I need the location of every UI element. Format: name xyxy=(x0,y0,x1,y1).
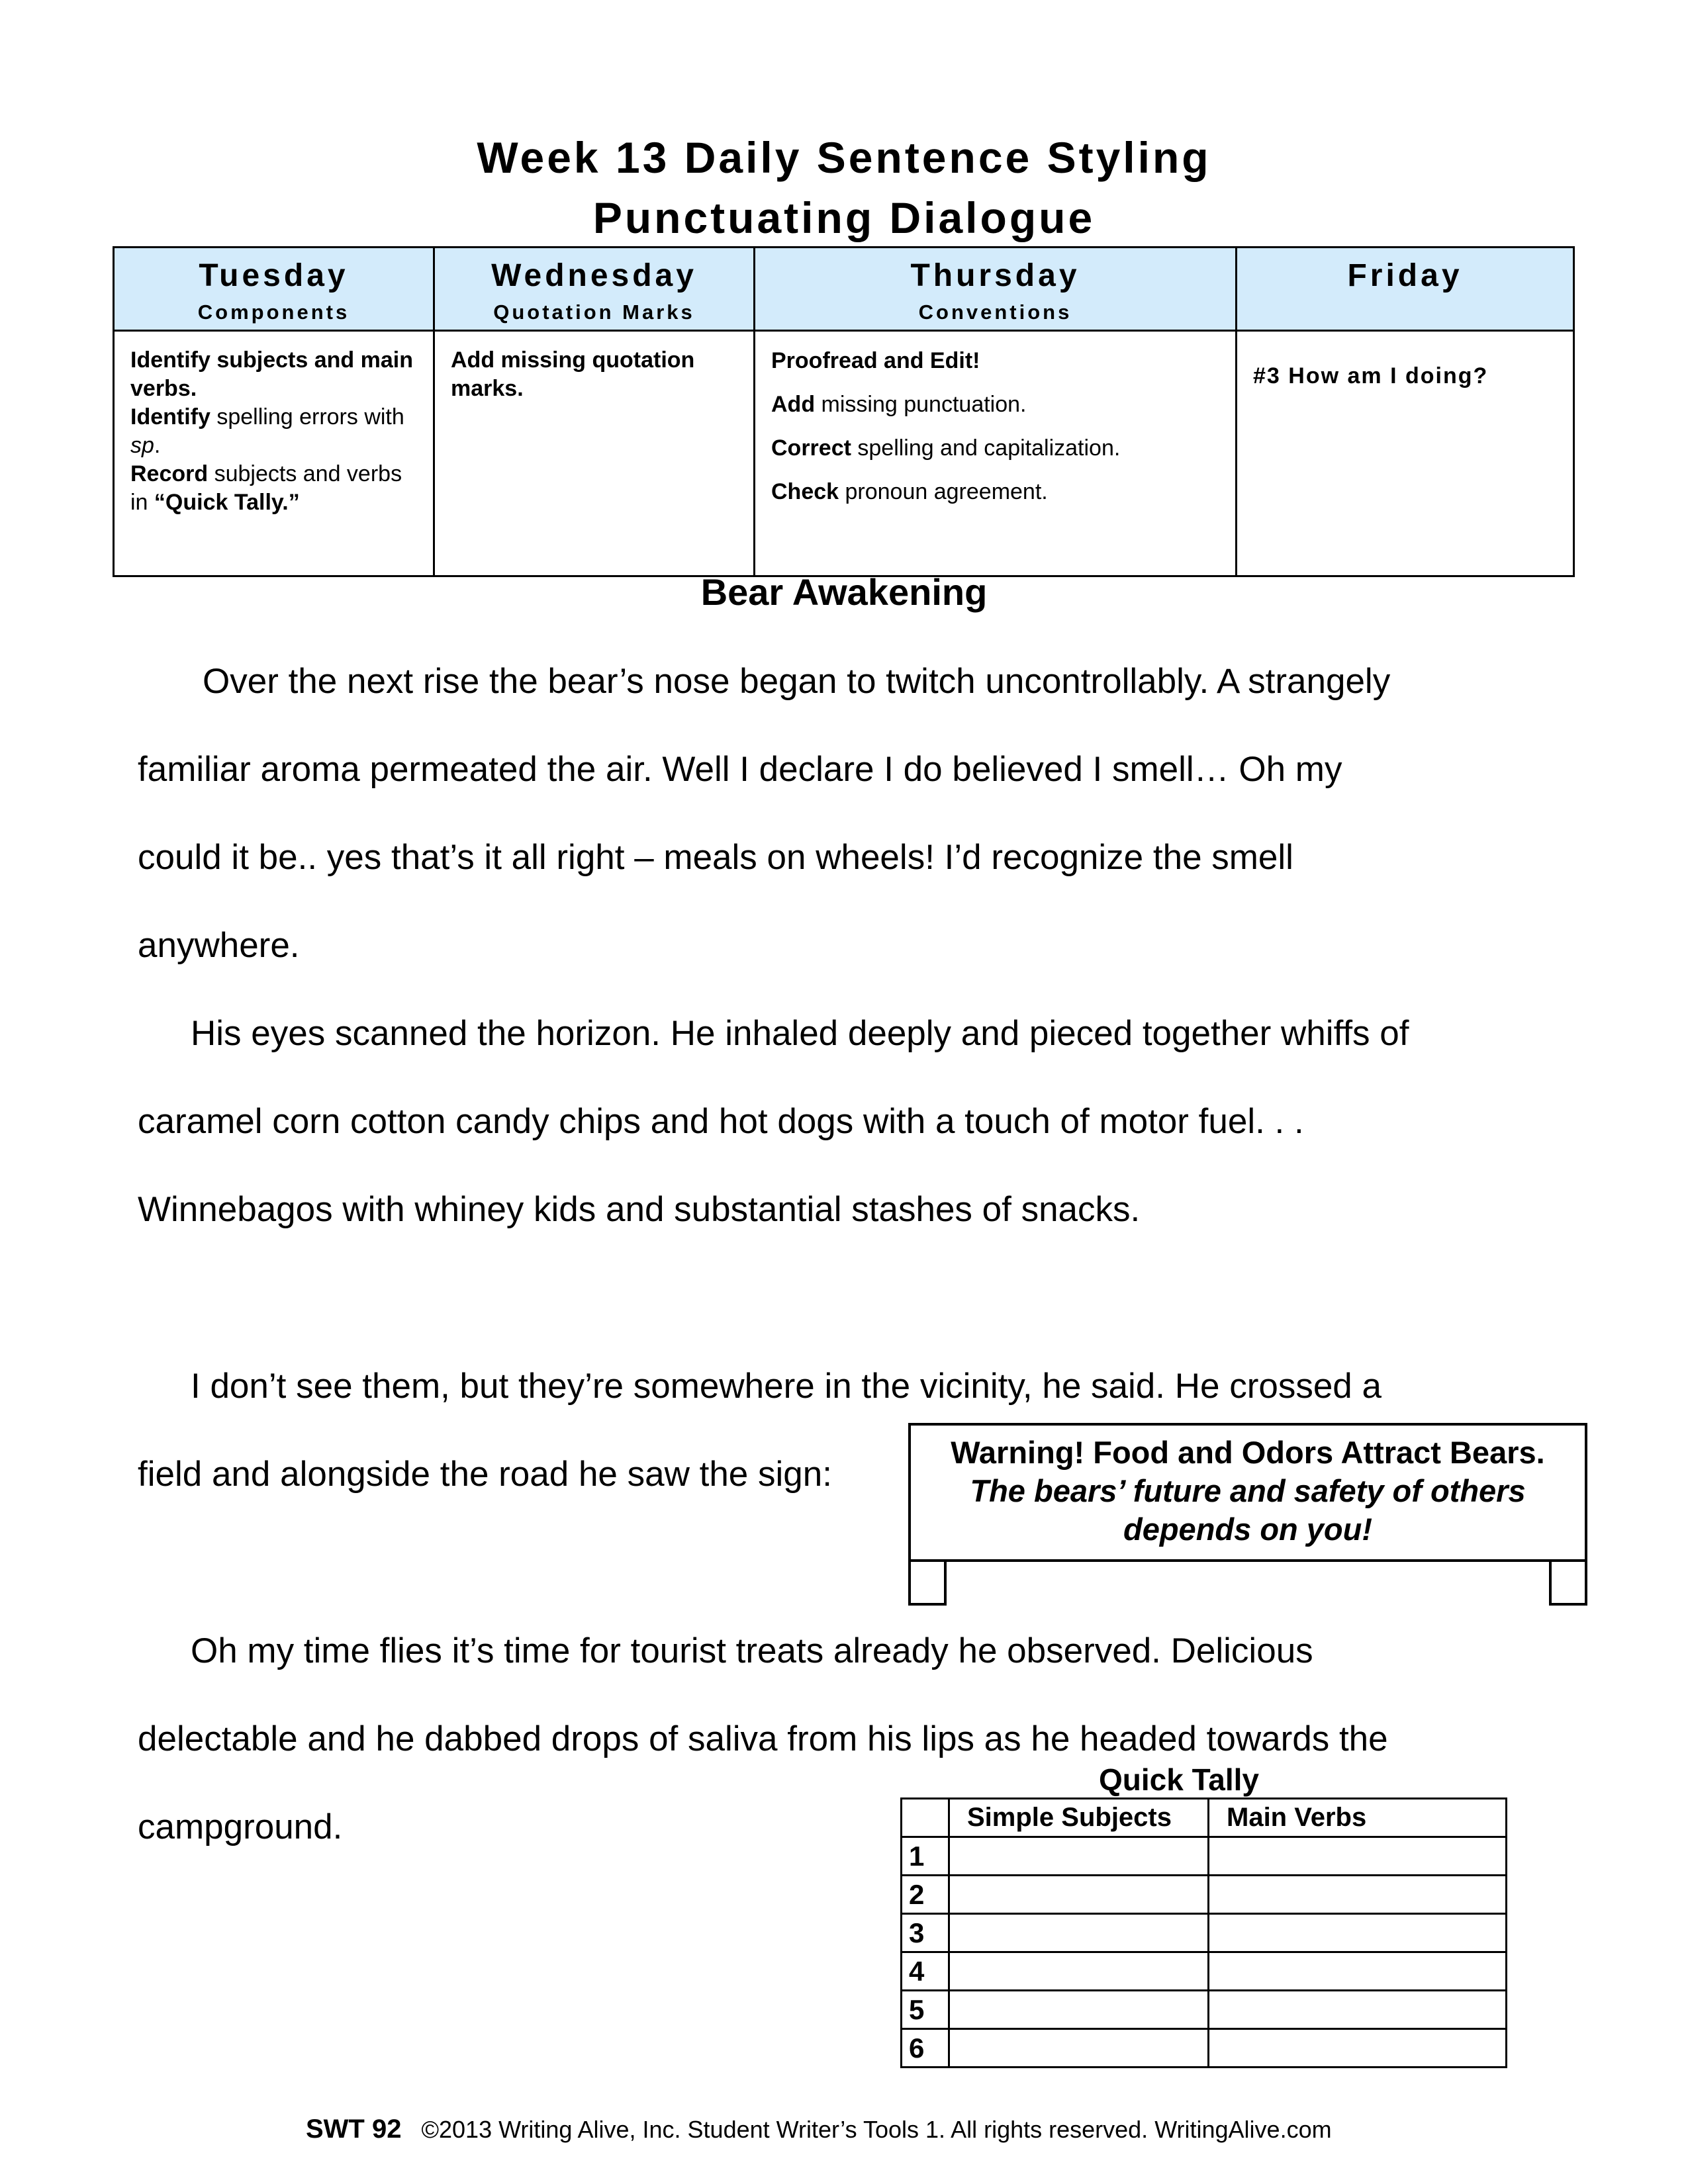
day-label: Thursday xyxy=(910,258,1080,293)
day-label: Friday xyxy=(1347,258,1463,293)
verb-cell[interactable] xyxy=(1209,1837,1507,1876)
sign-post-left xyxy=(908,1559,947,1606)
story-line: anywhere. xyxy=(138,926,300,965)
instruction-heading: Add missing quotation marks. xyxy=(451,347,695,401)
tally-row xyxy=(902,1876,1507,1914)
wednesday-header xyxy=(434,248,755,331)
instruction-text: spelling errors with xyxy=(210,404,404,430)
subject-cell[interactable] xyxy=(949,2029,1209,2068)
instruction-text: missing punctuation. xyxy=(815,392,1027,417)
subject-cell[interactable] xyxy=(949,1837,1209,1876)
worksheet-subtitle: Punctuating Dialogue xyxy=(592,193,1096,242)
tally-row xyxy=(902,1991,1507,2029)
tuesday-instructions xyxy=(114,331,434,576)
verb-cell[interactable] xyxy=(1209,2029,1507,2068)
schedule-header-row xyxy=(114,248,1574,331)
story-line: His eyes scanned the horizon. He inhaled deeply and pieced together whiffs of xyxy=(191,1014,1409,1053)
day-label: Tuesday xyxy=(199,258,349,293)
day-sublabel: Quotation Marks xyxy=(493,300,695,324)
story-line: could it be.. yes that’s it all right – meals on wheels! I’d recognize the smell xyxy=(138,838,1293,877)
page-footer xyxy=(306,2115,1332,2144)
instruction-quick-tally: “Quick Tally.” xyxy=(154,490,300,515)
sign-line: The bears’ future and safety of others xyxy=(970,1473,1526,1508)
tally-row xyxy=(902,1952,1507,1991)
instruction-text: subjects and verbs in xyxy=(130,461,402,515)
story-line: Over the next rise the bear’s nose began to twitch uncontrollably. A strangely xyxy=(203,662,1391,701)
warning-sign xyxy=(908,1423,1587,1562)
instruction-heading: Proofread and Edit! xyxy=(771,348,980,373)
tally-row xyxy=(902,1914,1507,1952)
day-sublabel: Components xyxy=(197,300,350,324)
story-line: field and alongside the road he saw the sign: xyxy=(138,1455,832,1494)
instruction-verb: Add xyxy=(771,392,816,417)
instruction-heading: Identify subjects and main verbs. xyxy=(130,347,413,401)
instruction-abbrev: sp xyxy=(130,433,154,458)
tally-header-verbs: Main Verbs xyxy=(1209,1799,1507,1837)
instruction-text: pronoun agreement. xyxy=(839,479,1048,504)
sign-line: depends on you! xyxy=(1123,1512,1372,1547)
tally-row-number: 3 xyxy=(902,1914,949,1952)
copyright-text: ©2013 Writing Alive, Inc. Student Writer’s Tools 1. All rights reserved. WritingAlive.com xyxy=(421,2116,1332,2143)
subject-cell[interactable] xyxy=(949,1914,1209,1952)
wednesday-instructions xyxy=(434,331,755,576)
quick-tally-table xyxy=(900,1797,1507,2068)
verb-cell[interactable] xyxy=(1209,1914,1507,1952)
thursday-instructions xyxy=(755,331,1237,576)
tally-row xyxy=(902,2029,1507,2068)
subject-cell[interactable] xyxy=(949,1952,1209,1991)
subject-cell[interactable] xyxy=(949,1876,1209,1914)
schedule-body-row xyxy=(114,331,1574,576)
page-code: SWT 92 xyxy=(306,2115,402,2144)
instruction-verb: Correct xyxy=(771,435,851,461)
friday-header xyxy=(1237,248,1574,331)
tally-row-number: 4 xyxy=(902,1952,949,1991)
story-line: delectable and he dabbed drops of saliva from his lips as he headed towards the xyxy=(138,1719,1388,1758)
instruction-verb: Check xyxy=(771,479,839,504)
tally-header-subjects: Simple Subjects xyxy=(949,1799,1209,1837)
tally-header-row xyxy=(902,1799,1507,1837)
tuesday-header xyxy=(114,248,434,331)
tally-row-number: 1 xyxy=(902,1837,949,1876)
story-line: I don’t see them, but they’re somewhere in the vicinity, he said. He crossed a xyxy=(191,1367,1382,1406)
sign-post-right xyxy=(1549,1559,1587,1606)
thursday-header xyxy=(755,248,1237,331)
story-line: campground. xyxy=(138,1807,343,1846)
day-label: Wednesday xyxy=(491,258,697,293)
friday-instructions: #3 How am I doing? xyxy=(1237,331,1574,576)
story-line: caramel corn cotton candy chips and hot dogs with a touch of motor fuel. . . xyxy=(138,1102,1304,1141)
story-title: Bear Awakening xyxy=(700,571,988,613)
instruction-text: . xyxy=(154,433,161,458)
sign-line: Warning! Food and Odors Attract Bears. xyxy=(951,1435,1545,1470)
verb-cell[interactable] xyxy=(1209,1876,1507,1914)
verb-cell[interactable] xyxy=(1209,1991,1507,2029)
day-sublabel: Conventions xyxy=(918,300,1072,324)
tally-row xyxy=(902,1837,1507,1876)
tally-row-number: 2 xyxy=(902,1876,949,1914)
tally-row-number: 5 xyxy=(902,1991,949,2029)
tally-header-blank xyxy=(902,1799,949,1837)
instruction-verb: Record xyxy=(130,461,209,486)
tally-row-number: 6 xyxy=(902,2029,949,2068)
story-line: Oh my time flies it’s time for tourist treats already he observed. Delicious xyxy=(191,1631,1313,1670)
quick-tally-title: Quick Tally xyxy=(1098,1762,1260,1797)
instruction-text: spelling and capitalization. xyxy=(851,435,1121,461)
worksheet-title: Week 13 Daily Sentence Styling xyxy=(477,133,1211,182)
instruction-verb: Identify xyxy=(130,404,211,430)
story-line: Winnebagos with whiney kids and substantial stashes of snacks. xyxy=(138,1190,1141,1229)
story-line: familiar aroma permeated the air. Well I declare I do believed I smell… Oh my xyxy=(138,750,1342,789)
verb-cell[interactable] xyxy=(1209,1952,1507,1991)
subject-cell[interactable] xyxy=(949,1991,1209,2029)
weekly-schedule-table xyxy=(113,246,1575,577)
